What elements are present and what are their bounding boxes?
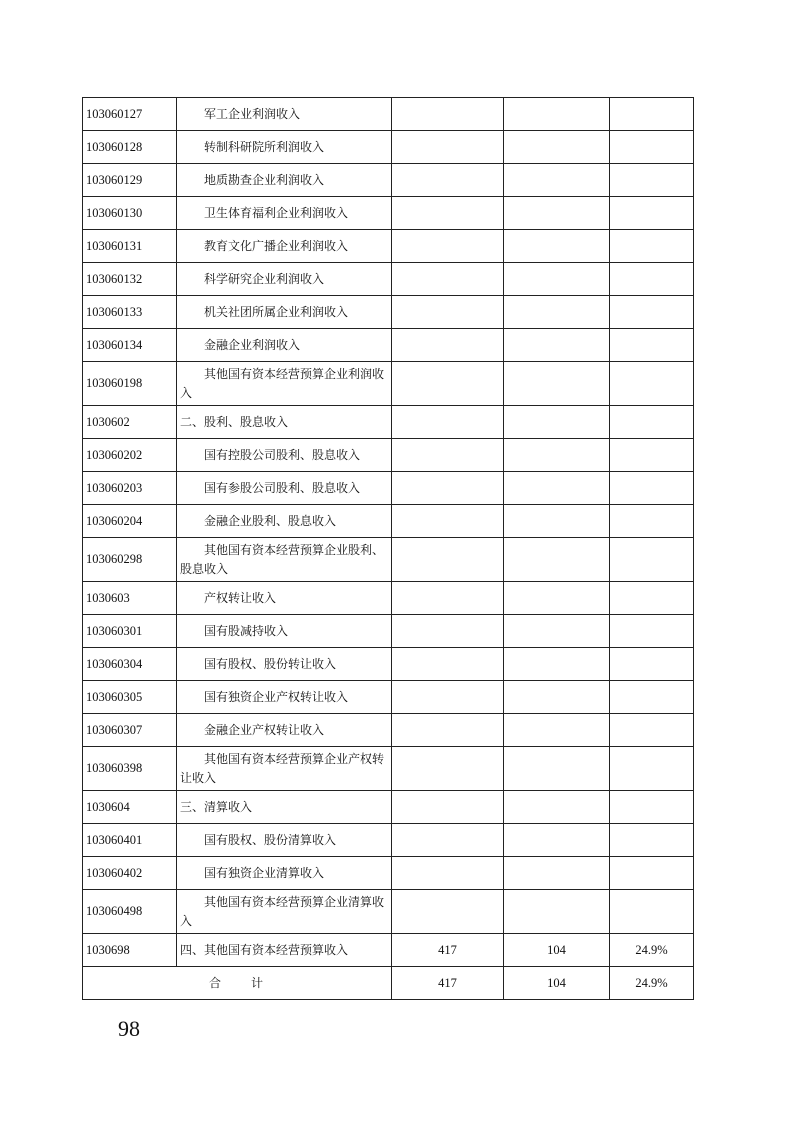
row-value-2 — [504, 362, 610, 406]
row-value-1 — [392, 263, 504, 296]
row-code: 103060305 — [83, 681, 177, 714]
row-code: 103060202 — [83, 439, 177, 472]
table-row — [83, 824, 694, 857]
row-value-1 — [392, 538, 504, 582]
row-value-3 — [610, 791, 694, 824]
row-value-3 — [610, 98, 694, 131]
table-body — [83, 98, 694, 967]
row-value-1 — [392, 648, 504, 681]
row-value-3 — [610, 824, 694, 857]
budget-table — [82, 97, 694, 1000]
row-value-2 — [504, 131, 610, 164]
row-name: 金融企业股利、股息收入 — [177, 505, 392, 538]
row-value-1 — [392, 505, 504, 538]
row-name: 机关社团所属企业利润收入 — [177, 296, 392, 329]
row-code: 103060134 — [83, 329, 177, 362]
row-value-1 — [392, 582, 504, 615]
row-name: 其他国有资本经营预算企业利润收入 — [177, 362, 392, 406]
row-name: 其他国有资本经营预算企业产权转让收入 — [177, 747, 392, 791]
row-code: 1030698 — [83, 934, 177, 967]
row-value-1 — [392, 681, 504, 714]
table-row — [83, 934, 694, 967]
row-value-2 — [504, 681, 610, 714]
row-name: 国有股权、股份转让收入 — [177, 648, 392, 681]
row-value-3 — [610, 538, 694, 582]
row-value-3 — [610, 439, 694, 472]
row-value-3 — [610, 615, 694, 648]
row-code: 103060133 — [83, 296, 177, 329]
row-name: 二、股利、股息收入 — [177, 406, 392, 439]
row-name: 其他国有资本经营预算企业股利、股息收入 — [177, 538, 392, 582]
table-row — [83, 263, 694, 296]
row-value-2 — [504, 714, 610, 747]
row-value-1 — [392, 362, 504, 406]
total-row — [83, 967, 694, 1000]
row-value-2 — [504, 296, 610, 329]
row-value-1 — [392, 406, 504, 439]
row-code: 103060307 — [83, 714, 177, 747]
row-name: 教育文化广播企业利润收入 — [177, 230, 392, 263]
row-name: 四、其他国有资本经营预算收入 — [177, 934, 392, 967]
table-row — [83, 230, 694, 263]
row-value-1 — [392, 439, 504, 472]
table-row — [83, 681, 694, 714]
row-value-3 — [610, 362, 694, 406]
row-value-2 — [504, 439, 610, 472]
row-value-1 — [392, 615, 504, 648]
row-name: 国有参股公司股利、股息收入 — [177, 472, 392, 505]
row-name: 国有独资企业清算收入 — [177, 857, 392, 890]
row-value-3 — [610, 714, 694, 747]
row-name: 产权转让收入 — [177, 582, 392, 615]
row-code: 103060127 — [83, 98, 177, 131]
row-value-1 — [392, 230, 504, 263]
table-row — [83, 164, 694, 197]
row-value-2 — [504, 615, 610, 648]
row-name: 国有股减持收入 — [177, 615, 392, 648]
table-row — [83, 505, 694, 538]
row-name: 科学研究企业利润收入 — [177, 263, 392, 296]
row-value-2: 104 — [504, 934, 610, 967]
table-row — [83, 296, 694, 329]
table-row — [83, 131, 694, 164]
table-row — [83, 197, 694, 230]
row-value-3: 24.9% — [610, 934, 694, 967]
row-name: 地质勘查企业利润收入 — [177, 164, 392, 197]
row-code: 103060298 — [83, 538, 177, 582]
row-name: 金融企业利润收入 — [177, 329, 392, 362]
row-value-3 — [610, 197, 694, 230]
row-code: 103060398 — [83, 747, 177, 791]
row-value-3 — [610, 230, 694, 263]
total-label: 合 计 — [83, 967, 392, 1000]
row-code: 1030602 — [83, 406, 177, 439]
row-code: 103060203 — [83, 472, 177, 505]
row-name: 国有独资企业产权转让收入 — [177, 681, 392, 714]
table-row — [83, 362, 694, 406]
row-value-1 — [392, 857, 504, 890]
row-value-3 — [610, 164, 694, 197]
row-value-1 — [392, 824, 504, 857]
table-row — [83, 791, 694, 824]
row-value-1 — [392, 472, 504, 505]
row-value-3 — [610, 857, 694, 890]
row-name: 金融企业产权转让收入 — [177, 714, 392, 747]
row-code: 103060129 — [83, 164, 177, 197]
table-row — [83, 648, 694, 681]
row-value-3 — [610, 505, 694, 538]
row-value-1 — [392, 890, 504, 934]
row-value-1 — [392, 197, 504, 230]
row-value-1 — [392, 714, 504, 747]
row-value-3 — [610, 648, 694, 681]
row-name: 国有控股公司股利、股息收入 — [177, 439, 392, 472]
row-value-2 — [504, 648, 610, 681]
row-value-2 — [504, 472, 610, 505]
row-value-2 — [504, 230, 610, 263]
row-code: 1030604 — [83, 791, 177, 824]
row-name: 军工企业利润收入 — [177, 98, 392, 131]
row-name: 卫生体育福利企业利润收入 — [177, 197, 392, 230]
row-name: 转制科研院所利润收入 — [177, 131, 392, 164]
row-value-2 — [504, 824, 610, 857]
row-value-3 — [610, 263, 694, 296]
row-value-2 — [504, 406, 610, 439]
table-row — [83, 538, 694, 582]
row-value-3 — [610, 747, 694, 791]
table-row — [83, 747, 694, 791]
table-row — [83, 329, 694, 362]
row-name: 其他国有资本经营预算企业清算收入 — [177, 890, 392, 934]
row-code: 103060130 — [83, 197, 177, 230]
total-value-3: 24.9% — [610, 967, 694, 1000]
row-code: 103060498 — [83, 890, 177, 934]
row-value-3 — [610, 296, 694, 329]
row-value-2 — [504, 538, 610, 582]
row-value-3 — [610, 406, 694, 439]
table-row — [83, 615, 694, 648]
row-value-2 — [504, 747, 610, 791]
row-name: 三、清算收入 — [177, 791, 392, 824]
row-value-1 — [392, 164, 504, 197]
row-code: 103060132 — [83, 263, 177, 296]
row-code: 103060401 — [83, 824, 177, 857]
row-value-3 — [610, 890, 694, 934]
row-value-3 — [610, 472, 694, 505]
row-name: 国有股权、股份清算收入 — [177, 824, 392, 857]
total-value-1: 417 — [392, 967, 504, 1000]
row-code: 103060128 — [83, 131, 177, 164]
row-code: 103060304 — [83, 648, 177, 681]
table-row — [83, 714, 694, 747]
table-row — [83, 582, 694, 615]
table-row — [83, 472, 694, 505]
row-value-3 — [610, 329, 694, 362]
table-row — [83, 98, 694, 131]
row-value-1 — [392, 98, 504, 131]
row-value-1 — [392, 329, 504, 362]
row-value-2 — [504, 505, 610, 538]
row-value-2 — [504, 791, 610, 824]
table-row — [83, 890, 694, 934]
row-code: 103060131 — [83, 230, 177, 263]
row-code: 103060301 — [83, 615, 177, 648]
row-value-1 — [392, 791, 504, 824]
table-row — [83, 406, 694, 439]
table-row — [83, 439, 694, 472]
row-value-2 — [504, 329, 610, 362]
row-value-2 — [504, 164, 610, 197]
row-value-3 — [610, 681, 694, 714]
row-value-2 — [504, 857, 610, 890]
total-value-2: 104 — [504, 967, 610, 1000]
row-value-1: 417 — [392, 934, 504, 967]
row-value-2 — [504, 197, 610, 230]
page-number: 98 — [118, 1016, 140, 1041]
table-row — [83, 857, 694, 890]
row-value-2 — [504, 263, 610, 296]
row-value-3 — [610, 582, 694, 615]
row-value-2 — [504, 582, 610, 615]
row-code: 1030603 — [83, 582, 177, 615]
row-code: 103060198 — [83, 362, 177, 406]
row-value-2 — [504, 890, 610, 934]
row-code: 103060204 — [83, 505, 177, 538]
row-value-3 — [610, 131, 694, 164]
row-value-1 — [392, 296, 504, 329]
row-value-1 — [392, 131, 504, 164]
row-value-1 — [392, 747, 504, 791]
row-value-2 — [504, 98, 610, 131]
row-code: 103060402 — [83, 857, 177, 890]
